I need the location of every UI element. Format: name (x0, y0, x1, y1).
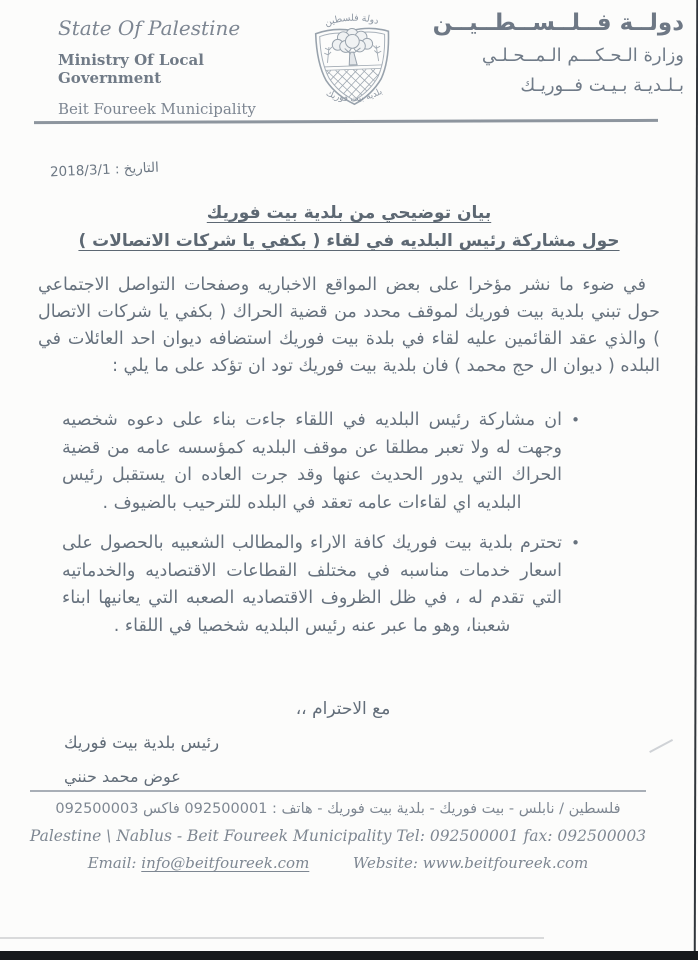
list-item (62, 530, 580, 640)
ministry-text: Ministry Of Local Government (58, 51, 204, 87)
svg-text:دولة فلسطين (323, 12, 380, 29)
bullet-icon: • (571, 411, 580, 429)
email-label: Email: (87, 854, 137, 872)
signature-title: رئيس بلدية بيت فوريك (64, 733, 220, 752)
bullet-icon: • (571, 534, 580, 552)
closing-salutation: مع الاحترام ،، (295, 699, 391, 719)
municipality-arabic-text: بـلـديـة بـيـت فــوريـك (520, 75, 684, 96)
date-value: 2018/3/1 (49, 161, 111, 181)
scan-bottom-bar (0, 951, 698, 960)
municipality-emblem-icon (292, 2, 414, 118)
footer-divider (30, 790, 646, 792)
scan-faint-line (0, 937, 544, 939)
letterhead-arabic (433, 10, 684, 96)
letterhead-english (58, 16, 298, 118)
field-crosshatch (292, 64, 412, 112)
statement-title (0, 199, 698, 255)
website-address: www.beitfoureek.com (422, 854, 589, 872)
bullet-list (62, 407, 580, 653)
title-line-2: حول مشاركة رئيس البلديه في لقاء ( بكفي يا شركات الاتصالات ) (78, 231, 620, 251)
ministry-arabic-text: وزارة الـحـكـــم الـمــحـلـي (481, 45, 684, 66)
title-line-1: بيان توضيحي من بلدية بيت فوريك (206, 203, 492, 223)
bullet-text-1: ان مشاركة رئيس البلديه في اللقاء جاءت بناء على دعوه شخصيه وجهت له ولا تعبر مطلقا عن موقف البلديه كمؤسسه عامه من قضية الحراك التي يدور الحديث عنها وقد جرت العاده ان يستقبل رئيس البلديه اي لقاءات عامه تعقد في البلده للترحيب بالضيوف . (62, 410, 562, 513)
header-divider (34, 119, 658, 124)
municipality-text: Beit Foureek Municipality (58, 100, 256, 118)
footer-address-arabic: فلسطين / نابلس - بيت فوريك - بلدية بيت فوريك - هاتف : 092500001 فاكس 092500003 (55, 801, 621, 817)
state-of-palestine-text: State Of Palestine (58, 16, 241, 40)
emblem-top-text: دولة فلسطين (323, 12, 380, 29)
website-label: Website: (352, 854, 418, 872)
signature-name: عوض محمد حنني (64, 767, 181, 786)
email-address: info@beitfoureek.com (141, 854, 310, 872)
bullet-text-2: تحترم بلدية بيت فوريك كافة الاراء والمطالب الشعبيه بالحصول على اسعار خدمات مناسبه في مختلف القطاعات الاقتصاديه والخدماتيه التي تقدم له ، في ظل الظروف الاقتصاديه الصعبه التي يعانيها ابناء شعبنا، وهو ما عبر عنه رئيس البلديه شخصيا في اللقاء . (62, 533, 562, 636)
scan-edge-line (694, 0, 698, 960)
state-of-palestine-arabic-text: دولــة فــلــســطــيــن (432, 10, 684, 36)
intro-paragraph: في ضوء ما نشر مؤخرا على بعض المواقع الاخباريه وصفحات التواصل الاجتماعي حول تبني بلدية بيت فوريك لموقف محدد من قضية الحراك ( بكفي يا شركات الاتصال ) والذي عقد القائمين عليه لقاء في بلدة بيت فوريك استضافه ديوان احد العائلات في البلده ( ديوان ال حج محمد ) فان بلدية بيت فوريك تود ان تؤكد على ما يلي : (38, 275, 660, 376)
footer-address-english: Palestine \ Nablus - Beit Foureek Municipality Tel: 092500001 fax: 092500003 (29, 827, 647, 845)
scan-smudge (649, 739, 673, 753)
footer-contact-line (0, 854, 676, 872)
date-label: التاريخ : (114, 159, 160, 178)
emblem-bottom-text: بلدية بيت فوريك (324, 86, 385, 105)
list-item (62, 407, 580, 517)
date-field (50, 160, 159, 181)
